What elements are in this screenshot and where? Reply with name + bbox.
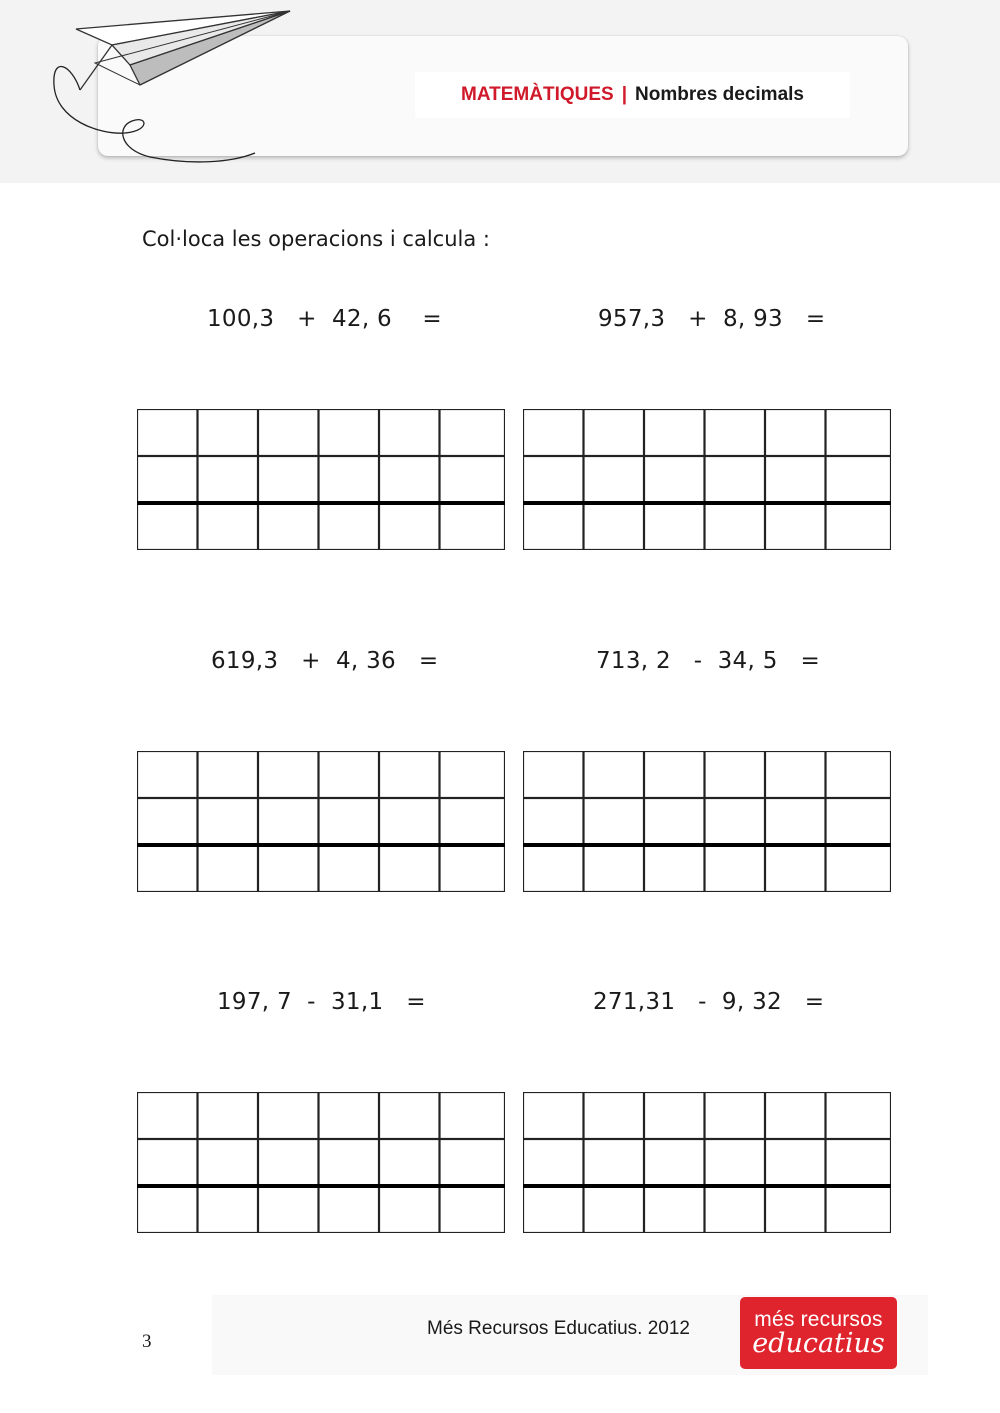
grid-cell[interactable] (380, 1140, 440, 1186)
grid-cell[interactable] (705, 1093, 765, 1139)
footer-credit: Més Recursos Educatius. 2012 (427, 1318, 690, 1339)
grid-cell[interactable] (138, 410, 198, 456)
grid-cell[interactable] (584, 846, 644, 892)
grid-cell[interactable] (138, 799, 198, 845)
grid-cell[interactable] (584, 1187, 644, 1233)
grid-cell[interactable] (138, 1140, 198, 1186)
grid-cell[interactable] (705, 504, 765, 550)
grid-cell[interactable] (524, 1187, 584, 1233)
grid-cell[interactable] (319, 799, 379, 845)
grid-cell[interactable] (766, 799, 826, 845)
grid-cell[interactable] (319, 1140, 379, 1186)
grid-cell[interactable] (440, 752, 505, 798)
grid-cell[interactable] (524, 457, 584, 503)
answer-grid-lines (523, 409, 891, 550)
grid-cell[interactable] (524, 752, 584, 798)
grid-cell[interactable] (645, 846, 705, 892)
page-number: 3 (142, 1331, 152, 1352)
answer-grid[interactable] (137, 409, 505, 550)
grid-cell[interactable] (138, 846, 198, 892)
grid-cell[interactable] (826, 752, 891, 798)
grid-cell[interactable] (319, 1093, 379, 1139)
grid-cell[interactable] (380, 504, 440, 550)
grid-cell[interactable] (705, 799, 765, 845)
grid-cell[interactable] (524, 846, 584, 892)
grid-cell[interactable] (319, 846, 379, 892)
grid-cell[interactable] (138, 1093, 198, 1139)
grid-cell[interactable] (766, 752, 826, 798)
grid-cell[interactable] (259, 410, 319, 456)
grid-cell[interactable] (440, 504, 505, 550)
grid-cell[interactable] (138, 1187, 198, 1233)
answer-grid-lines (137, 409, 505, 550)
grid-cell[interactable] (380, 1187, 440, 1233)
header-subject: MATEMÀTIQUES (461, 84, 614, 105)
grid-cell[interactable] (138, 504, 198, 550)
grid-cell[interactable] (198, 1140, 258, 1186)
grid-cell[interactable] (826, 1140, 891, 1186)
grid-cell[interactable] (524, 1140, 584, 1186)
grid-cell[interactable] (319, 504, 379, 550)
instruction-text: Col·loca les operacions i calcula : (142, 227, 490, 251)
grid-cell[interactable] (705, 1140, 765, 1186)
grid-cell[interactable] (826, 846, 891, 892)
grid-cell[interactable] (138, 752, 198, 798)
grid-cell[interactable] (440, 1140, 505, 1186)
grid-cell[interactable] (440, 1187, 505, 1233)
grid-cell[interactable] (826, 1187, 891, 1233)
grid-cell[interactable] (584, 1093, 644, 1139)
grid-cell[interactable] (319, 410, 379, 456)
grid-cell[interactable] (705, 1187, 765, 1233)
grid-cell[interactable] (705, 457, 765, 503)
grid-cell[interactable] (584, 799, 644, 845)
grid-cell[interactable] (380, 752, 440, 798)
operation-4: 713, 2 - 34, 5 = (596, 648, 821, 674)
answer-grid[interactable] (137, 751, 505, 892)
grid-cell[interactable] (259, 1187, 319, 1233)
grid-cell[interactable] (198, 410, 258, 456)
grid-cell[interactable] (198, 752, 258, 798)
grid-cell[interactable] (826, 457, 891, 503)
grid-cell[interactable] (584, 752, 644, 798)
answer-grid[interactable] (137, 1092, 505, 1233)
grid-cell[interactable] (645, 799, 705, 845)
grid-cell[interactable] (705, 410, 765, 456)
grid-cell[interactable] (440, 457, 505, 503)
grid-cell[interactable] (259, 846, 319, 892)
operation-2: 957,3 + 8, 93 = (598, 306, 826, 332)
grid-cell[interactable] (645, 410, 705, 456)
grid-cell[interactable] (319, 752, 379, 798)
grid-cell[interactable] (645, 1187, 705, 1233)
answer-grid[interactable] (523, 751, 891, 892)
grid-cell[interactable] (259, 1093, 319, 1139)
answer-grid[interactable] (523, 409, 891, 550)
header-title (415, 72, 850, 118)
header-topic: Nombres decimals (635, 84, 804, 105)
grid-cell[interactable] (766, 504, 826, 550)
grid-cell[interactable] (766, 1140, 826, 1186)
paper-plane-logo (40, 5, 330, 180)
grid-cell[interactable] (584, 1140, 644, 1186)
grid-cell[interactable] (584, 410, 644, 456)
grid-cell[interactable] (584, 504, 644, 550)
operation-5: 197, 7 - 31,1 = (217, 989, 426, 1015)
grid-cell[interactable] (380, 410, 440, 456)
grid-cell[interactable] (198, 1093, 258, 1139)
grid-cell[interactable] (259, 1140, 319, 1186)
operation-6: 271,31 - 9, 32 = (593, 989, 825, 1015)
brand-logo-line2: educatius (752, 1328, 885, 1359)
grid-cell[interactable] (766, 410, 826, 456)
answer-grid-lines (137, 1092, 505, 1233)
grid-cell[interactable] (198, 1187, 258, 1233)
grid-cell[interactable] (319, 1187, 379, 1233)
answer-grid[interactable] (523, 1092, 891, 1233)
grid-cell[interactable] (826, 1093, 891, 1139)
grid-cell[interactable] (198, 799, 258, 845)
grid-cell[interactable] (826, 410, 891, 456)
grid-cell[interactable] (766, 457, 826, 503)
grid-cell[interactable] (766, 1093, 826, 1139)
grid-cell[interactable] (440, 1093, 505, 1139)
grid-cell[interactable] (138, 457, 198, 503)
grid-cell[interactable] (440, 799, 505, 845)
grid-cell[interactable] (524, 799, 584, 845)
grid-cell[interactable] (380, 846, 440, 892)
grid-cell[interactable] (705, 846, 765, 892)
grid-cell[interactable] (198, 504, 258, 550)
grid-cell[interactable] (440, 410, 505, 456)
grid-cell[interactable] (524, 410, 584, 456)
grid-cell[interactable] (645, 504, 705, 550)
grid-cell[interactable] (259, 457, 319, 503)
grid-cell[interactable] (766, 1187, 826, 1233)
grid-cell[interactable] (826, 799, 891, 845)
grid-cell[interactable] (645, 457, 705, 503)
grid-cell[interactable] (259, 799, 319, 845)
grid-cell[interactable] (380, 457, 440, 503)
answer-grid-lines (523, 1092, 891, 1233)
grid-cell[interactable] (524, 1093, 584, 1139)
brand-logo (740, 1297, 897, 1369)
grid-cell[interactable] (259, 752, 319, 798)
header-separator: | (621, 84, 628, 105)
grid-cell[interactable] (198, 457, 258, 503)
grid-cell[interactable] (645, 1140, 705, 1186)
grid-cell[interactable] (645, 1093, 705, 1139)
grid-cell[interactable] (826, 504, 891, 550)
grid-cell[interactable] (766, 846, 826, 892)
answer-grid-lines (523, 751, 891, 892)
operation-1: 100,3 + 42, 6 = (207, 306, 443, 332)
grid-cell[interactable] (645, 752, 705, 798)
grid-cell[interactable] (705, 752, 765, 798)
grid-cell[interactable] (319, 457, 379, 503)
grid-cell[interactable] (380, 799, 440, 845)
brand-logo-line1: més recursos (754, 1308, 883, 1331)
grid-cell[interactable] (198, 846, 258, 892)
grid-cell[interactable] (584, 457, 644, 503)
grid-cell[interactable] (440, 846, 505, 892)
operation-3: 619,3 + 4, 36 = (211, 648, 439, 674)
grid-cell[interactable] (259, 504, 319, 550)
grid-cell[interactable] (380, 1093, 440, 1139)
grid-cell[interactable] (524, 504, 584, 550)
answer-grid-lines (137, 751, 505, 892)
